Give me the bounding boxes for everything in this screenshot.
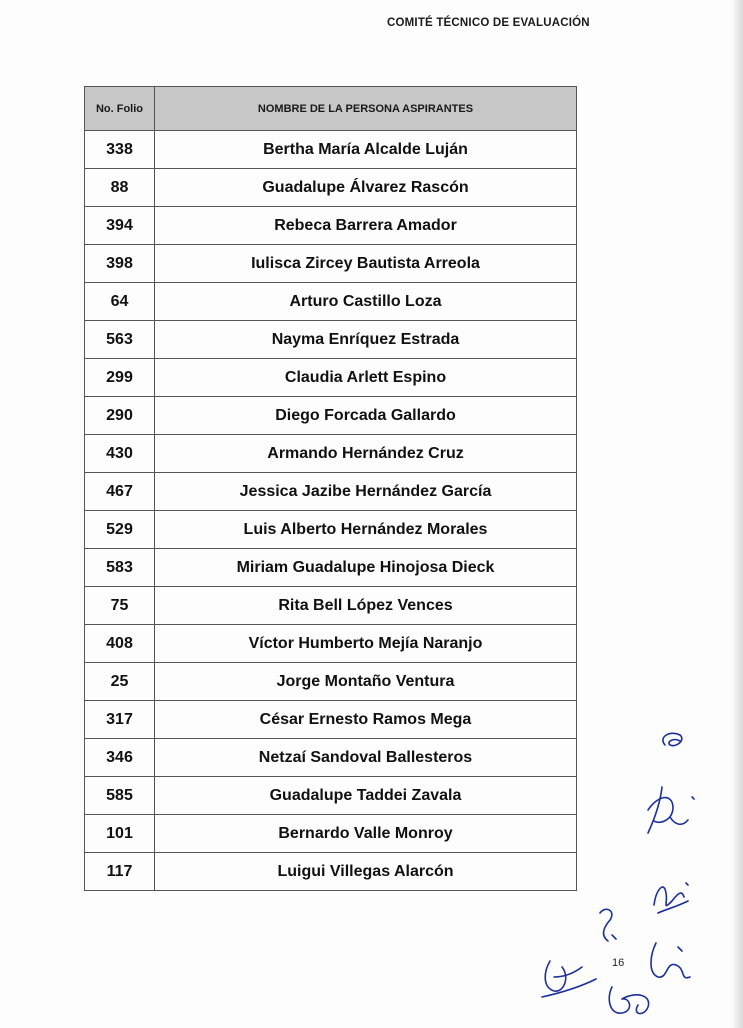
column-header-folio: No. Folio — [85, 87, 155, 131]
column-header-name: NOMBRE DE LA PERSONA ASPIRANTES — [155, 87, 577, 131]
handwritten-signatures — [530, 715, 730, 1025]
table-row — [85, 815, 577, 853]
applicant-name-cell: Bernardo Valle Monroy — [155, 815, 577, 853]
signature-mark-4 — [600, 909, 616, 941]
folio-cell: 88 — [85, 169, 155, 207]
table-row — [85, 245, 577, 283]
table-row — [85, 283, 577, 321]
applicant-name-cell: Claudia Arlett Espino — [155, 359, 577, 397]
applicant-name-cell: Luigui Villegas Alarcón — [155, 853, 577, 891]
table-row — [85, 131, 577, 169]
applicant-name-cell: Jessica Jazibe Hernández García — [155, 473, 577, 511]
folio-cell: 398 — [85, 245, 155, 283]
folio-cell: 408 — [85, 625, 155, 663]
folio-cell: 338 — [85, 131, 155, 169]
folio-cell: 64 — [85, 283, 155, 321]
applicant-name-cell: Miriam Guadalupe Hinojosa Dieck — [155, 549, 577, 587]
folio-cell: 101 — [85, 815, 155, 853]
table-row — [85, 701, 577, 739]
table-row — [85, 473, 577, 511]
table-row — [85, 777, 577, 815]
applicant-name-cell: César Ernesto Ramos Mega — [155, 701, 577, 739]
table-row — [85, 739, 577, 777]
applicant-name-cell: Rebeca Barrera Amador — [155, 207, 577, 245]
signature-mark-2 — [648, 787, 694, 833]
folio-cell: 75 — [85, 587, 155, 625]
header-title: COMITÉ TÉCNICO DE EVALUACIÓN — [387, 17, 590, 29]
folio-cell: 583 — [85, 549, 155, 587]
folio-cell: 299 — [85, 359, 155, 397]
signature-mark-3 — [654, 883, 688, 913]
table-row — [85, 511, 577, 549]
folio-cell: 585 — [85, 777, 155, 815]
applicant-name-cell: Arturo Castillo Loza — [155, 283, 577, 321]
applicant-name-cell: Luis Alberto Hernández Morales — [155, 511, 577, 549]
folio-cell: 25 — [85, 663, 155, 701]
folio-cell: 290 — [85, 397, 155, 435]
applicant-name-cell: Jorge Montaño Ventura — [155, 663, 577, 701]
table-row — [85, 663, 577, 701]
table-row — [85, 169, 577, 207]
signature-mark-6 — [542, 961, 596, 997]
folio-cell: 430 — [85, 435, 155, 473]
table-row — [85, 625, 577, 663]
page-number: 16 — [612, 957, 625, 969]
folio-cell: 529 — [85, 511, 155, 549]
applicant-name-cell: Armando Hernández Cruz — [155, 435, 577, 473]
applicant-name-cell: Víctor Humberto Mejía Naranjo — [155, 625, 577, 663]
applicant-name-cell: Bertha María Alcalde Luján — [155, 131, 577, 169]
table-header-row — [85, 87, 577, 131]
table-row — [85, 321, 577, 359]
applicant-name-cell: Diego Forcada Gallardo — [155, 397, 577, 435]
table-row — [85, 359, 577, 397]
table-row — [85, 207, 577, 245]
table-row — [85, 587, 577, 625]
applicant-name-cell: Guadalupe Álvarez Rascón — [155, 169, 577, 207]
applicant-name-cell: Guadalupe Taddei Zavala — [155, 777, 577, 815]
folio-cell: 317 — [85, 701, 155, 739]
applicant-name-cell: Iulisca Zircey Bautista Arreola — [155, 245, 577, 283]
applicant-name-cell: Netzaí Sandoval Ballesteros — [155, 739, 577, 777]
folio-cell: 563 — [85, 321, 155, 359]
folio-cell: 394 — [85, 207, 155, 245]
signature-mark-1 — [663, 733, 682, 745]
signature-mark-7 — [609, 987, 648, 1014]
applicants-table — [84, 86, 577, 891]
table-row — [85, 549, 577, 587]
table-row — [85, 435, 577, 473]
folio-cell: 117 — [85, 853, 155, 891]
applicant-name-cell: Rita Bell López Vences — [155, 587, 577, 625]
table-row — [85, 397, 577, 435]
page-edge-shadow — [733, 0, 743, 1028]
folio-cell: 467 — [85, 473, 155, 511]
table-row — [85, 853, 577, 891]
table-body — [85, 131, 577, 891]
signature-mark-5 — [651, 943, 690, 978]
folio-cell: 346 — [85, 739, 155, 777]
applicant-name-cell: Nayma Enríquez Estrada — [155, 321, 577, 359]
